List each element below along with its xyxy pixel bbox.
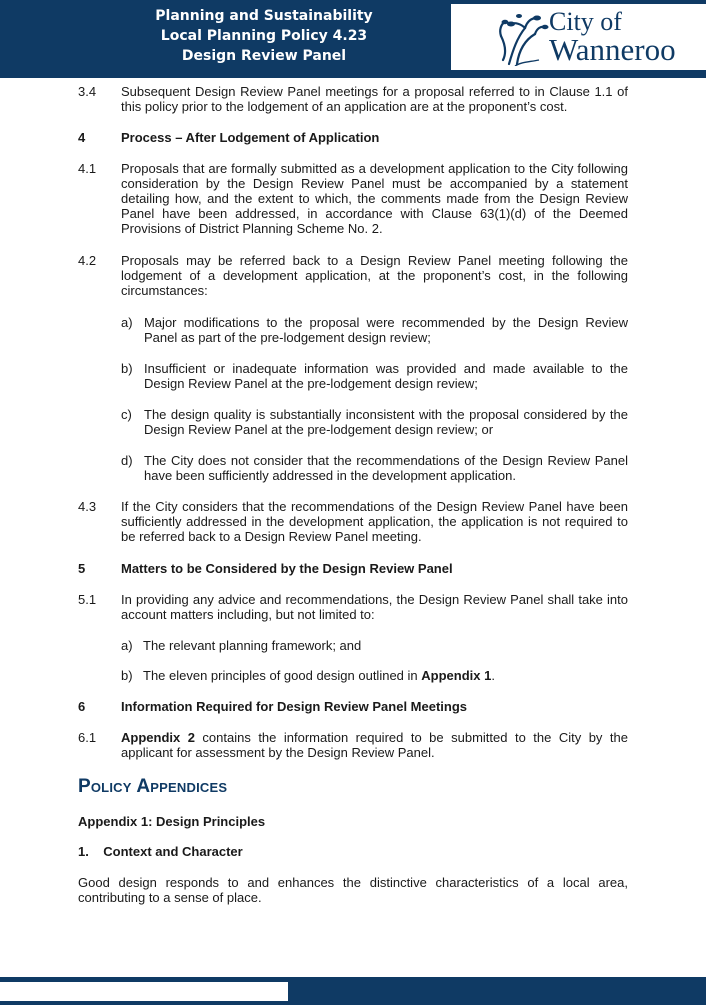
item-text: Major modifications to the proposal were recommended by the Design Review Panel as part of the pre-lodgement design review; [144, 315, 628, 345]
footer-label-box [0, 982, 288, 1001]
title-line-1: Planning and Sustainability [155, 8, 373, 24]
item-text: The design quality is substantially inconsistent with the proposal considered by the Design Review Panel at the pre-lodgement design review; or [144, 407, 628, 437]
item-letter: b) [121, 668, 133, 683]
clause-number: 4.2 [78, 253, 97, 268]
clause-5-1 [78, 592, 628, 622]
principle-1-title: 1. Context and Character [78, 844, 243, 859]
title-line-3: Design Review Panel [181, 48, 347, 64]
appendix-2-reference: Appendix 2 [121, 730, 195, 745]
clause-number: 4.1 [78, 161, 97, 176]
clause-number: 3.4 [78, 84, 97, 99]
clause-4-3 [78, 499, 628, 544]
logo-city-text: City of [549, 7, 622, 36]
document-title [96, 6, 432, 66]
item-text: Insufficient or inadequate information was provided and made available to the Design Review Panel at the pre-lodgement design review; [144, 361, 628, 391]
item-letter: d) [121, 453, 133, 468]
section-4-heading [78, 130, 628, 145]
clause-text: Proposals that are formally submitted as a development application to the City following consideration by the Design Review Panel must be accompanied by a statement detailing how, and the extent to which, the comments made from the Design Review Panel have been addressed, in accordance with Clause 63(1)(d) of the Deemed Provisions of District Planning Scheme No. 2. [121, 161, 628, 236]
policy-appendices-heading: Policy Appendices [78, 776, 228, 797]
section-title: Information Required for Design Review Panel Meetings [121, 699, 468, 714]
appendix-1-title: Appendix 1: Design Principles [78, 814, 266, 829]
title-line-2: Local Planning Policy 4.23 [160, 28, 368, 44]
clause-5-1-a [121, 638, 628, 653]
clause-text: In providing any advice and recommendations, the Design Review Panel shall take into account matters including, but not limited to: [121, 592, 628, 622]
kangaroo-paw-icon [495, 10, 549, 66]
item-text-end: . [491, 668, 495, 683]
clause-5-1-b [121, 668, 628, 683]
section-title: Matters to be Considered by the Design Review Panel [121, 561, 453, 576]
clause-number: 4.3 [78, 499, 97, 514]
city-logo [451, 4, 706, 70]
clause-4-2 [78, 253, 628, 298]
item-text: The relevant planning framework; and [143, 638, 362, 653]
section-5-heading [78, 561, 628, 576]
clause-text-main: contains the information required to be submitted to the City by the applicant for assessment by the Design Review Panel. [121, 730, 628, 760]
logo-name-text: Wanneroo [549, 32, 676, 67]
clause-number: 6.1 [78, 730, 97, 745]
clause-text: Subsequent Design Review Panel meetings for a proposal referred to in Clause 1.1 of this policy prior to the lodgement of an application are at the proponent’s cost. [121, 84, 628, 114]
clause-number: 5.1 [78, 592, 97, 607]
item-letter: b) [121, 361, 133, 376]
clause-text: If the City considers that the recommendations of the Design Review Panel have been sufficiently addressed in the development application, the application is not required to be referred back to a Design Review Panel meeting. [121, 499, 628, 544]
clause-4-2-a [121, 315, 628, 345]
clause-4-2-b [121, 361, 628, 391]
item-text-main: The eleven principles of good design outlined in [143, 668, 422, 683]
clause-4-2-d [121, 453, 628, 483]
section-number: 4 [78, 130, 86, 145]
principle-1-text: Good design responds to and enhances the distinctive characteristics of a local area, contributing to a sense of place. [78, 875, 628, 905]
section-number: 5 [78, 561, 86, 576]
clause-text [121, 730, 628, 760]
section-number: 6 [78, 699, 86, 714]
item-text: The City does not consider that the recommendations of the Design Review Panel have been sufficiently addressed in the development application. [144, 453, 628, 483]
item-text [143, 668, 628, 683]
section-6-heading [78, 699, 628, 714]
item-letter: a) [121, 638, 133, 653]
item-letter: a) [121, 315, 133, 330]
appendix-1-reference: Appendix 1 [421, 668, 492, 683]
item-letter: c) [121, 407, 132, 422]
clause-text: Proposals may be referred back to a Design Review Panel meeting following the lodgement of a development application, at the proponent’s cost, in the following circumstances: [121, 253, 628, 298]
clause-4-2-c [121, 407, 628, 437]
clause-4-1 [78, 161, 628, 236]
clause-6-1 [78, 730, 628, 760]
section-title: Process – After Lodgement of Application [121, 130, 380, 145]
clause-3-4 [78, 84, 628, 114]
